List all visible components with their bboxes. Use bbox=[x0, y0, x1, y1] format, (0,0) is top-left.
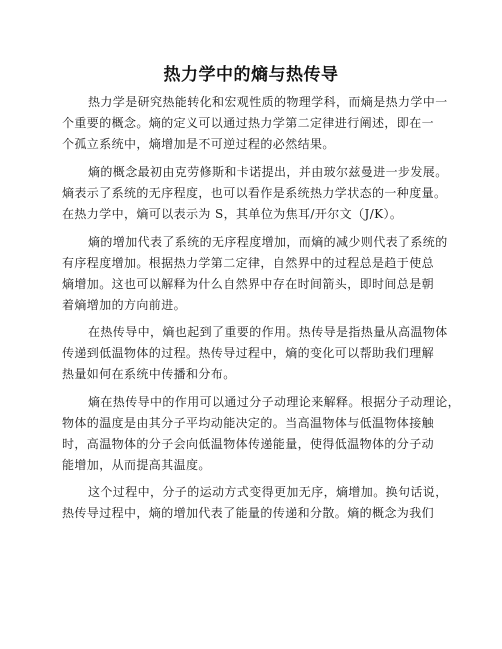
text-line: 能增加，从而提高其温度。 bbox=[62, 458, 211, 472]
text-line: 传递到低温物体的过程。热传导过程中，熵的变化可以帮助我们理解 bbox=[62, 346, 435, 360]
paragraph-5 bbox=[62, 392, 462, 476]
text-line: 热量如何在系统中传播和分布。 bbox=[62, 367, 236, 381]
text-line: 熵增加。这也可以解释为什么自然界中存在时间箭头，即时间总是朝 bbox=[62, 277, 435, 291]
text-line: 熵在热传导中的作用可以通过分子动理论来解释。根据分子动理论， bbox=[88, 395, 461, 409]
document-title: 热力学中的熵与热传导 bbox=[163, 65, 339, 85]
text-line: 时，高温物体的分子会向低温物体传递能量，使得低温物体的分子动 bbox=[62, 437, 435, 451]
paragraph-6 bbox=[62, 482, 462, 524]
text-line: 在热传导中，熵也起到了重要的作用。热传导是指热量从高温物体 bbox=[88, 325, 448, 339]
text-line: 在热力学中，熵可以表示为 S，其单位为焦耳/开尔文（J/K）。 bbox=[62, 207, 403, 221]
text-line: 个重要的概念。熵的定义可以通过热力学第二定律进行阐述，即在一 bbox=[62, 116, 435, 130]
text-line: 熵的概念最初由克劳修斯和卡诺提出，并由玻尔兹曼进一步发展。 bbox=[88, 165, 448, 179]
paragraph-2 bbox=[62, 162, 462, 225]
paragraph-4 bbox=[62, 322, 462, 385]
text-line: 个孤立系统中，熵增加是不可逆过程的必然结果。 bbox=[62, 137, 335, 151]
paragraph-1 bbox=[62, 92, 462, 155]
text-line: 熵表示了系统的无序程度，也可以看作是系统热力学状态的一种度量。 bbox=[62, 186, 447, 200]
text-line: 热力学是研究热能转化和宏观性质的物理学科，而熵是热力学中一 bbox=[88, 95, 448, 109]
text-line: 熵的增加代表了系统的无序程度增加，而熵的减少则代表了系统的 bbox=[88, 235, 448, 249]
paragraph-3 bbox=[62, 232, 462, 316]
text-line: 有序程度增加。根据热力学第二定律，自然界中的过程总是趋于使总 bbox=[62, 256, 435, 270]
text-line: 着熵增加的方向前进。 bbox=[62, 298, 187, 312]
text-line: 这个过程中，分子的运动方式变得更加无序，熵增加。换句话说， bbox=[88, 485, 448, 499]
text-line: 物体的温度是由其分子平均动能决定的。当高温物体与低温物体接触 bbox=[62, 416, 435, 430]
text-line: 热传导过程中，熵的增加代表了能量的传递和分散。熵的概念为我们 bbox=[62, 506, 435, 520]
